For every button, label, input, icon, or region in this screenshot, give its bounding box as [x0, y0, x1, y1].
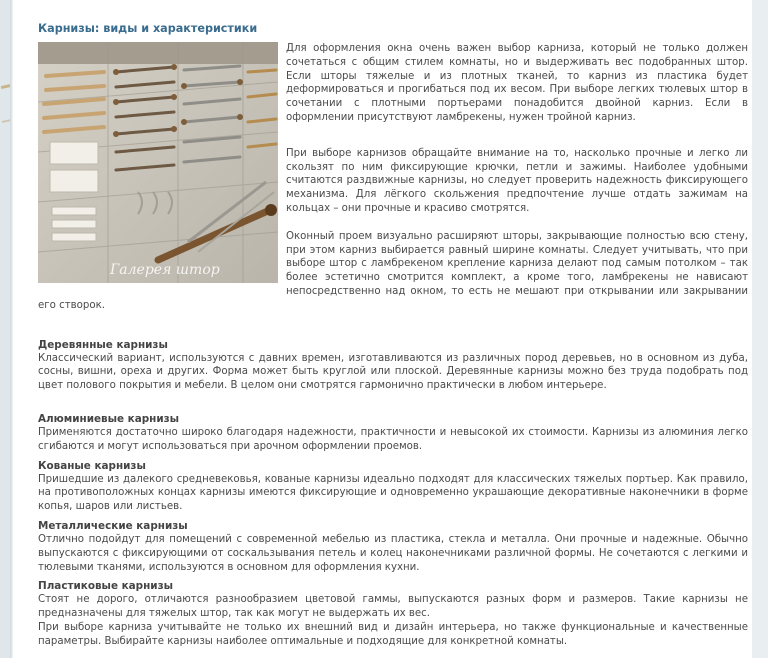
section-paragraph: При выборе карниза учитывайте не только их внешний вид и дизайн интерьера, но также функциональные и качественные параметры. Выбирайте карнизы наиболее оптимальные и подходящие для конкретной комнаты. — [38, 621, 748, 647]
section-heading: Алюминиевые карнизы — [38, 412, 180, 425]
section-plastic — [38, 579, 748, 648]
left-page-margin — [0, 0, 13, 658]
section-heading: Металлические карнизы — [38, 519, 188, 532]
section-paragraph: Отлично подойдут для помещений с современной мебелью из пластика, стекла и металла. Они прочные и надежные. Обычно выпускаются с фиксирующими от соскальзывания петель и колец наконечниками различной формы. Не сочетаются с легкими и тюлевыми тканями, используются в основном для оформления кухни. — [38, 533, 748, 573]
section-paragraph: Пришедшие из далекого средневековья, кованые карнизы идеально подходят для классических тяжелых портьер. Как правило, на противоположных концах карнизы имеются фиксирующие и одновременно украшающие декоративные наконечники в форме копья, шаров или листьев. — [38, 473, 748, 513]
photo-spacer — [38, 42, 286, 286]
article-body — [38, 42, 748, 649]
section-metal — [38, 519, 748, 574]
section-aluminum — [38, 412, 748, 454]
section-heading: Кованые карнизы — [38, 459, 146, 472]
section-heading: Деревянные карнизы — [38, 338, 168, 351]
section-heading: Пластиковые карнизы — [38, 580, 174, 593]
article-page — [13, 0, 752, 658]
section-forged — [38, 459, 748, 514]
section-paragraph: Классический вариант, используются с давних времен, изготавливаются из различных пород деревьев, но в основном из дуба, сосны, вишни, ореха и других. Форма может быть круглой или плоской. Деревянные карнизы можно без труда подобрать под цвет полового покрытия и мебели. В целом они смотрятся гармонично практически в любом интерьере. — [38, 352, 748, 392]
intro-paragraph: Оконный проем визуально расширяют шторы, закрывающие полностью всю стену, при этом карниз выбирается равный ширине комнаты. Следует учитывать, что при выборе штор с ламбрекеном крепление карниза делают под самым потолком – так более эстетично смотрится комплект, а кроме того, ламбрекены не нависают непосредственно над окном, то есть не мешают при открывании или закрывании его створок. — [38, 230, 748, 311]
section-paragraph: Применяются достаточно широко благодаря надежности, практичности и невысокой их стоимости. Карнизы из алюминия легко сгибаются и могут использоваться при арочном оформлении проемов. — [38, 426, 748, 452]
right-page-margin — [752, 0, 768, 658]
section-wooden — [38, 338, 748, 393]
intro-paragraph: При выборе карнизов обращайте внимание на то, насколько прочные и легко ли скользят по ним фиксирующие крючки, петли и зажимы. Наиболее удобными считаются раздвижные карнизы, но следует проверить надежность фиксирующего механизма. Для лёгкого скольжения предпочтение лучше отдать зажимам на кольцах – они прочные и красиво смотрятся. — [286, 147, 748, 214]
section-paragraph: Стоят не дорого, отличаются разнообразием цветовой гаммы, выпускаются разных форм и размеров. Такие карнизы не предназначены для тяжелых штор, так как могут не выдержать их вес. — [38, 594, 748, 620]
photo-watermark: Галерея штор — [110, 262, 220, 278]
intro-paragraph: Для оформления окна очень важен выбор карниза, который не только должен сочетаться с общим стилем комнаты, но и выдерживать вес подобранных штор. Если шторы тяжелые и из плотных тканей, то карниз из пластика будет деформироваться и прогибаться под их весом. При выборе легких тюлевых штор в сочетании с плотными портьерами понадобится двойной карниз. Если в оформлении присутствуют ламбрекены, нужен тройной карниз. — [286, 43, 748, 123]
article-title: Карнизы: виды и характеристики — [38, 22, 258, 35]
